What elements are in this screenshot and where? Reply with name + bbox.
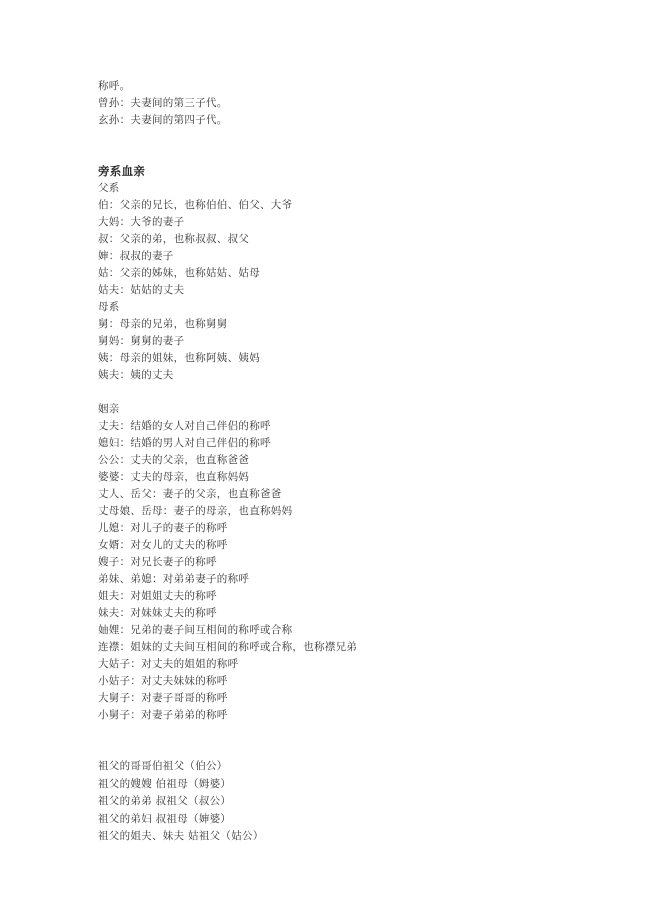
document-page: [98, 78, 618, 846]
list-item: 祖父的弟妇 叔祖母（婶婆）: [98, 812, 232, 825]
list-item: 祖父的弟弟 叔祖父（叔公）: [98, 795, 232, 807]
list-item: 小姑子：对丈夫妹妹的称呼: [98, 675, 228, 687]
list-item: 大舅子：对妻子哥哥的称呼: [98, 692, 228, 704]
list-item: 女婿：对女儿的丈夫的称呼: [98, 539, 228, 551]
paternal-block: [98, 180, 618, 299]
list-item: 丈夫：结婚的女人对自己伴侣的称呼: [98, 420, 271, 432]
list-item: 大姑子：对丈夫的姐姐的称呼: [98, 658, 239, 670]
list-item: 姐夫：对姐姐丈夫的称呼: [98, 590, 217, 602]
list-item: 姑：父亲的姊妹，也称姑姑、姑母: [98, 267, 260, 279]
list-item: 丈母娘、岳母：妻子的母亲，也直称妈妈: [98, 505, 293, 517]
list-item: 婶：叔叔的妻子: [98, 250, 174, 262]
list-item: 姨夫：姨的丈夫: [98, 369, 174, 381]
maternal-block: [98, 299, 618, 384]
list-item: 嫂子：对兄长妻子的称呼: [98, 556, 217, 568]
list-item: 小舅子：对妻子弟弟的称呼: [98, 709, 228, 721]
list-item: 舅：母亲的兄弟，也称舅舅: [98, 318, 228, 330]
grand-relatives-block: [98, 758, 618, 846]
list-item: 妹夫：对妹妹丈夫的称呼: [98, 607, 217, 619]
list-item: 姨：母亲的姐妹，也称阿姨、姨妈: [98, 352, 260, 364]
list-item: 祖父的姐夫、妹夫 姑祖父（姑公）: [98, 830, 264, 842]
list-item: 妯娌：兄弟的妻子间互相间的称呼或合称: [98, 624, 293, 636]
list-item: 连襟：姐妹的丈夫间互相间的称呼或合称，也称襟兄弟: [98, 641, 358, 653]
text-line: 曾孙：夫妻间的第三子代。: [98, 97, 228, 109]
list-item: 儿媳：对儿子的妻子的称呼: [98, 522, 228, 534]
list-item: 叔：父亲的弟，也称叔叔、叔父: [98, 233, 250, 245]
subsection-label: 母系: [98, 301, 120, 313]
list-item: 丈人、岳父：妻子的父亲，也直称爸爸: [98, 488, 282, 500]
top-block: [98, 78, 618, 129]
list-item: 姑夫：姑姑的丈夫: [98, 284, 185, 296]
list-item: 祖父的嫂嫂 伯祖母（姆婆）: [98, 777, 232, 790]
list-item: 舅妈：舅舅的妻子: [98, 335, 185, 347]
list-item: 婆婆：丈夫的母亲，也直称妈妈: [98, 471, 250, 483]
list-item: 伯：父亲的兄长，也称伯伯、伯父、大爷: [98, 199, 293, 211]
section-heading: 旁系血亲: [98, 164, 146, 178]
text-line: 玄孙：夫妻间的第四子代。: [98, 114, 228, 126]
list-item: 媳妇：结婚的男人对自己伴侣的称呼: [98, 437, 271, 449]
list-item: 祖父的哥哥伯祖父（伯公）: [98, 760, 228, 772]
list-item: 大妈：大爷的妻子: [98, 216, 185, 228]
text-line: 称呼。: [98, 80, 131, 92]
inlaws-block: [98, 401, 618, 724]
subsection-label: 姻亲: [98, 403, 120, 415]
list-item: 弟妹、弟媳：对弟弟妻子的称呼: [98, 573, 250, 585]
list-item: 公公：丈夫的父亲，也直称爸爸: [98, 454, 250, 466]
subsection-label: 父系: [98, 182, 120, 194]
